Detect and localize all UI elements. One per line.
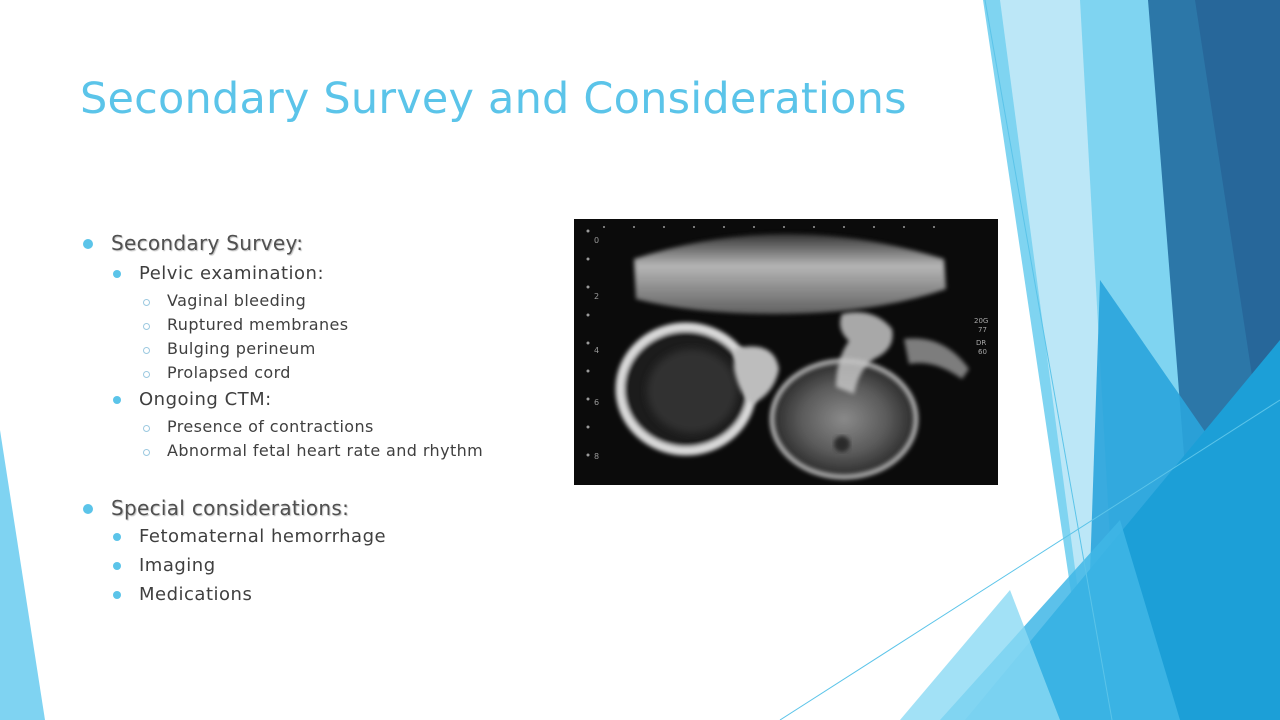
list-item-text: Bulging perineum <box>167 339 316 358</box>
slide-title: Secondary Survey and Considerations <box>80 74 907 124</box>
hollow-bullet-icon <box>143 323 150 330</box>
ultrasound-image <box>574 219 998 485</box>
list-item <box>80 289 550 313</box>
section-heading-text: Special considerations: <box>111 496 350 520</box>
sub-bullet-ongoing-ctm <box>80 385 550 415</box>
scale-label: 4 <box>594 346 600 355</box>
ultrasound-scan-graphic <box>574 219 998 485</box>
list-item-text: Ruptured membranes <box>167 315 349 334</box>
side-label: 60 <box>978 348 987 356</box>
sub-bullet-medications <box>80 580 550 609</box>
list-item <box>80 415 550 439</box>
hollow-bullet-icon <box>143 347 150 354</box>
bullet-dot-icon <box>113 396 121 404</box>
list-item <box>80 337 550 361</box>
sub-bullet-text: Imaging <box>139 555 216 576</box>
scale-label: 2 <box>594 292 600 301</box>
section-heading-text: Secondary Survey: <box>111 231 304 255</box>
scale-label: 6 <box>594 398 600 407</box>
bullet-dot-icon <box>113 591 121 599</box>
hollow-bullet-icon <box>143 425 150 432</box>
list-item <box>80 313 550 337</box>
side-label: DR <box>976 339 987 347</box>
bullet-list <box>80 229 550 609</box>
sub-bullet-pelvic-examination <box>80 259 550 289</box>
list-item-text: Vaginal bleeding <box>167 291 307 310</box>
bullet-dot-icon <box>113 533 121 541</box>
bullet-dot-icon <box>113 562 121 570</box>
list-item-text: Abnormal fetal heart rate and rhythm <box>167 441 484 460</box>
section-heading-secondary-survey <box>80 229 550 257</box>
list-item-text: Presence of contractions <box>167 417 374 436</box>
hollow-bullet-icon <box>143 299 150 306</box>
sub-bullet-fetomaternal-hemorrhage <box>80 522 550 551</box>
sub-bullet-text: Ongoing CTM: <box>139 389 272 410</box>
bullet-dot-icon <box>83 504 93 514</box>
list-item-text: Prolapsed cord <box>167 363 291 382</box>
side-label: 20G <box>974 317 989 325</box>
sub-bullet-imaging <box>80 551 550 580</box>
scale-label: 8 <box>594 452 600 461</box>
sub-bullet-text: Medications <box>139 584 253 605</box>
scale-label: 0 <box>594 236 600 245</box>
bullet-dot-icon <box>113 270 121 278</box>
section-heading-special-considerations <box>80 494 550 522</box>
hollow-bullet-icon <box>143 371 150 378</box>
sub-bullet-text: Fetomaternal hemorrhage <box>139 526 387 547</box>
bullet-dot-icon <box>83 239 93 249</box>
side-label: 77 <box>978 326 987 334</box>
hollow-bullet-icon <box>143 449 150 456</box>
sub-bullet-text: Pelvic examination: <box>139 263 325 284</box>
list-item <box>80 361 550 385</box>
list-item <box>80 439 550 463</box>
